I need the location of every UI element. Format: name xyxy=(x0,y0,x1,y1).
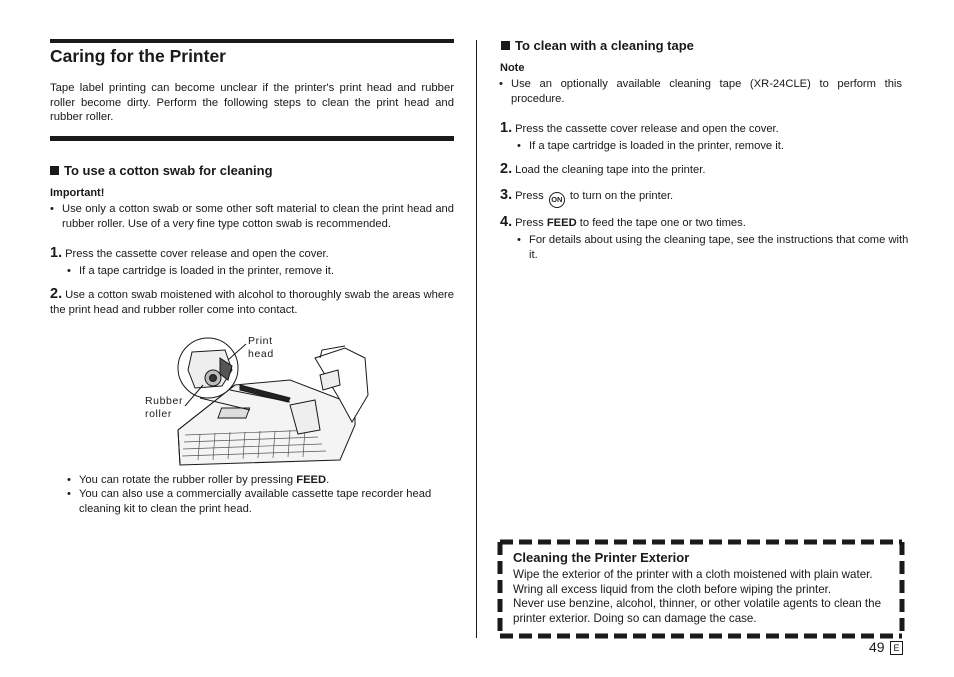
exterior-paragraph-1: Wipe the exterior of the printer with a cloth moistened with plain water. Wring all excess liquid from the cloth before wiping the printer. xyxy=(513,568,873,596)
figure-label-roller: roller xyxy=(145,408,172,420)
swab-step-1-sub: • If a tape cartridge is loaded in the printer, remove it. xyxy=(67,264,334,279)
figure-label-rubber: Rubber xyxy=(145,395,184,407)
swab-section-heading: To use a cotton swab for cleaning xyxy=(50,163,273,178)
square-bullet-icon xyxy=(501,41,510,50)
tape-step-1-sub: • If a tape cartridge is loaded in the printer, remove it. xyxy=(517,139,784,154)
important-bullet: • Use only a cotton swab or some other soft material to clean the print head and rubber roller. Use of a very fine type cotton swab is recommended. xyxy=(50,202,454,231)
tape-step-3: 3. Press ON to turn on the printer. xyxy=(500,188,673,208)
on-key-icon: ON xyxy=(549,192,565,208)
swab-step-1: 1. Press the cassette cover release and open the cover. xyxy=(50,245,329,261)
swab-note-2: • You can also use a commercially available cassette tape recorder head cleaning kit to clean the print head. xyxy=(67,487,466,516)
swab-note-1: • You can rotate the rubber roller by pressing FEED. xyxy=(67,473,329,488)
note-label: Note xyxy=(500,62,525,74)
tape-step-4: 4. Press FEED to feed the tape one or two times. xyxy=(500,214,746,230)
tape-step-1: 1. Press the cassette cover release and open the cover. xyxy=(500,120,779,136)
exterior-heading: Cleaning the Printer Exterior xyxy=(513,550,690,565)
tape-step-2: 2. Load the cleaning tape into the printer. xyxy=(500,161,706,177)
figure-label-head: head xyxy=(248,348,274,360)
swab-step-2: 2. Use a cotton swab moistened with alcohol to thoroughly swab the areas where the print head and rubber roller come into contact. xyxy=(50,286,454,316)
square-bullet-icon xyxy=(50,166,59,175)
page-title: Caring for the Printer xyxy=(50,46,226,66)
language-code-badge: E xyxy=(890,641,903,655)
title-rule xyxy=(50,39,454,43)
column-divider xyxy=(476,40,477,638)
note-bullet: • Use an optionally available cleaning tape (XR-24CLE) to perform this procedure. xyxy=(499,77,902,106)
important-label: Important! xyxy=(50,187,105,199)
intro-paragraph: Tape label printing can become unclear if the printer's print head and rubber roller become dirty. Perform the following steps to clean the print head and rubber roller. xyxy=(50,82,454,123)
tape-step-4-sub: • For details about using the cleaning tape, see the instructions that come with it. xyxy=(517,233,915,262)
exterior-paragraph-2: Never use benzine, alcohol, thinner, or other volatile agents to clean the printer exterior. Doing so can damage the case. xyxy=(513,597,882,625)
tape-section-heading: To clean with a cleaning tape xyxy=(501,38,694,53)
section-rule xyxy=(50,136,454,141)
figure-label-print: Print xyxy=(248,335,273,347)
page-number: 49 xyxy=(869,639,885,655)
